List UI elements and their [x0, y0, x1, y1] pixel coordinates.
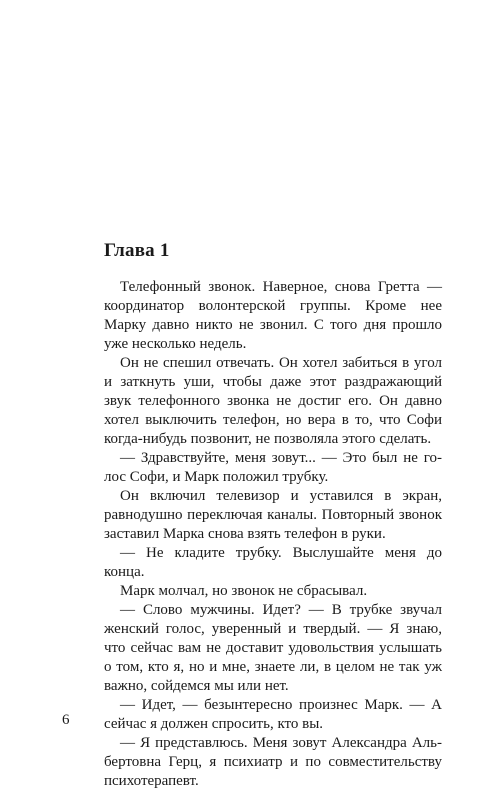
- paragraph: Он не спешил отвечать. Он хотел забиться в угол и заткнуть уши, чтобы даже этот раздражающий звук телефонного звонка не достиг его. Он давно хотел выключить телефон, но вера в то, что Софи когда-нибудь позвонит, не позволяла этого сделать.: [104, 355, 442, 447]
- page-number: 6: [62, 712, 70, 728]
- paragraph: — Слово мужчины. Идет? — В трубке звучал женский голос, уверенный и твердый. — Я знаю, что сейчас вам не доставит удовольствия услышать о том, кто я, но и мне, знаете ли, в целом не так уж важно, сойдемся мы или нет.: [104, 602, 442, 694]
- paragraph: Он включил телевизор и уставился в экран, равнодушно переключая каналы. Повторный звонок заставил Марка снова взять телефон в руки.: [104, 488, 442, 542]
- chapter-title: Глава 1: [104, 240, 170, 261]
- paragraph: Марк молчал, но звонок не сбрасывал.: [120, 583, 368, 599]
- chapter-body: [104, 278, 442, 791]
- paragraph: — Не кладите трубку. Выслушайте меня до конца.: [104, 545, 442, 580]
- paragraph: Телефонный звонок. Наверное, снова Гретта — координатор волонтерской группы. Кроме нее Марку давно никто не звонил. С того дня прошло уже несколько недель.: [104, 279, 442, 352]
- paragraph: — Идет, — безынтересно произнес Марк. — А сейчас я должен спросить, кто вы.: [104, 697, 442, 732]
- paragraph: — Я представлюсь. Меня зовут Александра Альбертовна Герц, я психиатр и по совместительству психотерапевт.: [104, 735, 442, 789]
- paragraph: — Здравствуйте, меня зовут... — Это был не голос Софи, и Марк положил трубку.: [104, 450, 442, 485]
